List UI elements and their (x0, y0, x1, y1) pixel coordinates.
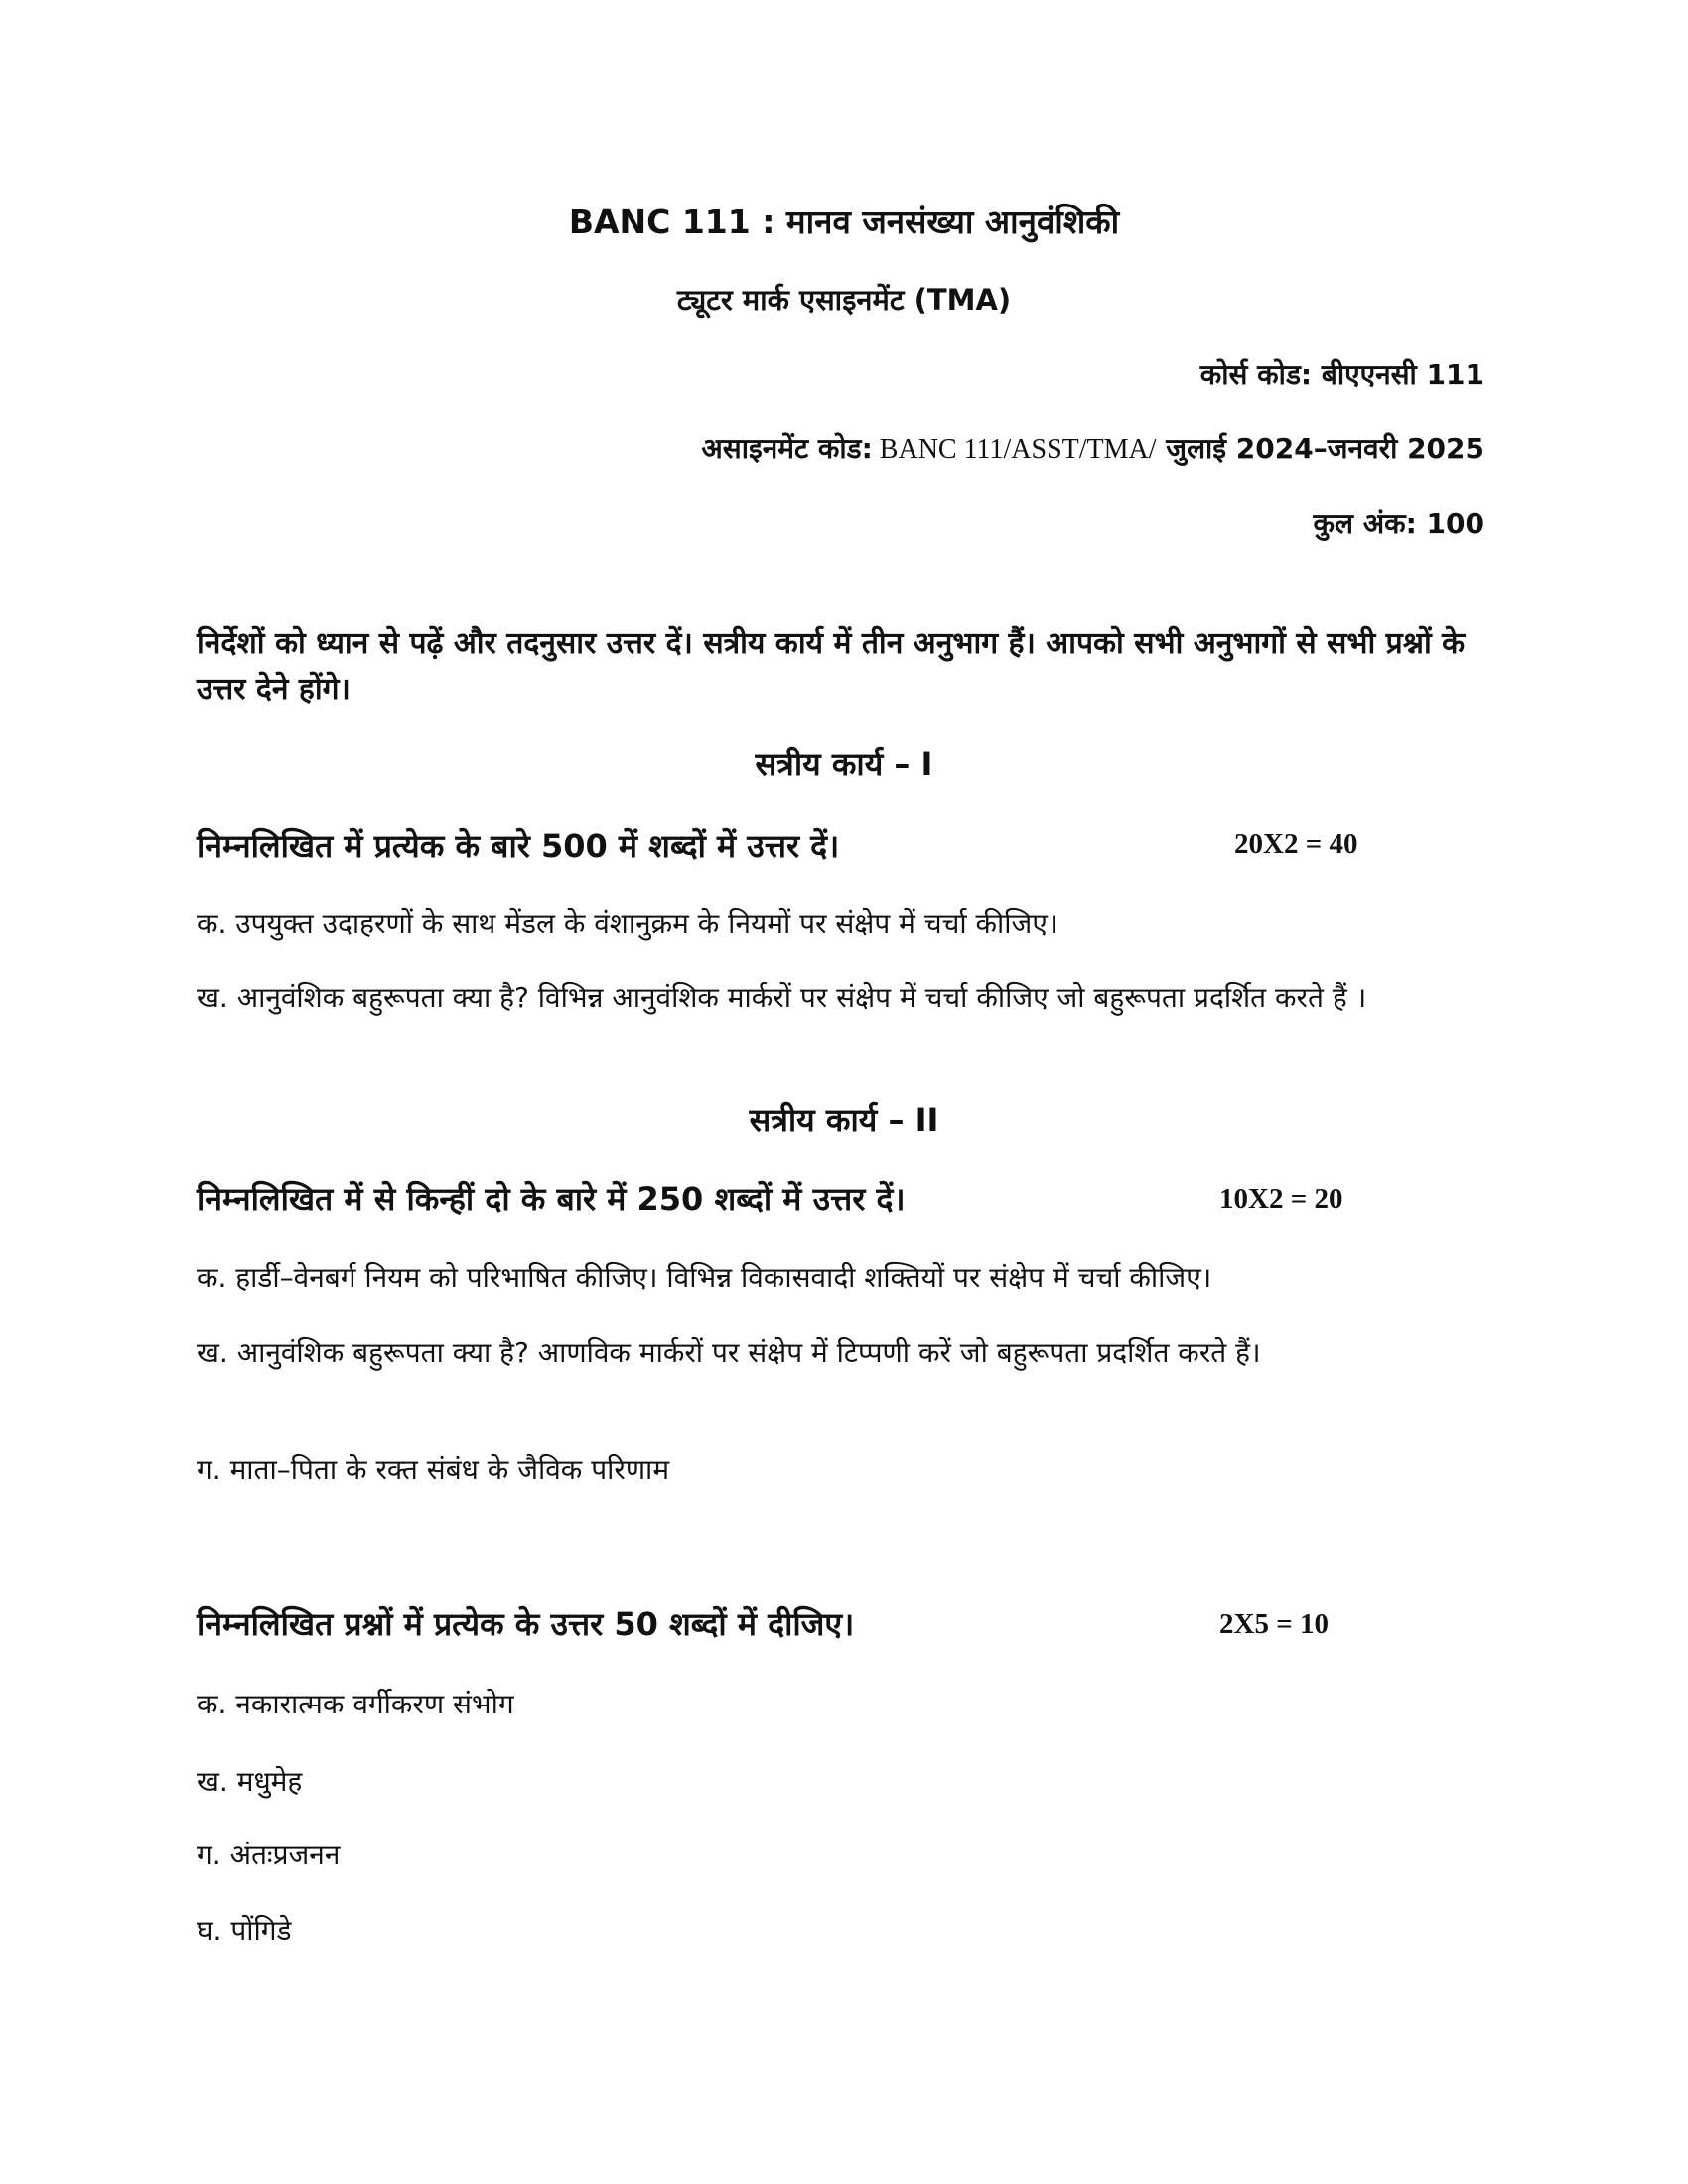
assignment-code-value: BANC 111/ASST/TMA/ (872, 434, 1157, 465)
section-2-instruction: निम्नलिखित में से किन्हीं दो के बारे में 250 शब्दों में उत्तर दें। (197, 1180, 906, 1218)
section-2-marks: 10X2 = 20 (1219, 1183, 1343, 1215)
section-1-question-a: क. उपयुक्त उदाहरणों के साथ मेंडल के वंशानुक्रम के नियमों पर संक्षेप में चर्चा कीजिए। (197, 907, 1058, 940)
section-3-question-d: घ. पोंगिडे (197, 1914, 292, 1947)
section-3-marks: 2X5 = 10 (1219, 1608, 1329, 1640)
section-3-instruction: निम्नलिखित प्रश्नों में प्रत्येक के उत्तर 50 शब्दों में दीजिए। (197, 1605, 855, 1643)
assignment-period: जुलाई 2024–जनवरी 2025 (1156, 432, 1484, 465)
assignment-code (701, 429, 1484, 467)
assignment-code-label: असाइनमेंट कोड: (701, 432, 873, 465)
section-3-question-b: ख. मधुमेह (197, 1765, 303, 1798)
section-2-question-a: क. हार्डी–वेनबर्ग नियम को परिभाषित कीजिए। विभिन्न विकासवादी शक्तियों पर संक्षेप में चर्चा कीजिए। (197, 1261, 1212, 1294)
section-3-question-c: ग. अंतःप्रजनन (197, 1839, 341, 1871)
instructions: निर्देशों को ध्यान से पढ़ें और तदनुसार उत्तर दें। सत्रीय कार्य में तीन अनुभाग हैं। आपको सभी अनुभागों से सभी प्रश्नों के उत्तर देने होंगे। (197, 626, 1466, 707)
section-1-question-b: ख. आनुवंशिक बहुरूपता क्या है? विभिन्न आनुवंशिक मार्करों पर संक्षेप में चर्चा कीजिए जो बहुरूपता प्रदर्शित करते हैं । (197, 981, 1367, 1014)
section-1-heading: सत्रीय कार्य – I (755, 746, 933, 783)
section-1-instruction: निम्नलिखित में प्रत्येक के बारे 500 में शब्दों में उत्तर दें। (197, 827, 840, 865)
document-title: BANC 111 : मानव जनसंख्या आनुवंशिकी (568, 203, 1120, 241)
section-3-question-a: क. नकारात्मक वर्गीकरण संभोग (197, 1688, 514, 1720)
document-subtitle: ट्यूटर मार्क एसाइनमेंट (TMA) (676, 283, 1012, 317)
course-code: कोर्स कोड: बीएएनसी 111 (1199, 358, 1484, 391)
section-2-heading: सत्रीय कार्य – II (749, 1101, 939, 1139)
section-1-marks: 20X2 = 40 (1234, 828, 1358, 860)
total-marks: कुल अंक: 100 (1313, 507, 1484, 540)
section-2-question-c: ग. माता–पिता के रक्त संबंध के जैविक परिणाम (197, 1453, 670, 1486)
section-2-question-b: ख. आनुवंशिक बहुरूपता क्या है? आणविक मार्करों पर संक्षेप में टिप्पणी करें जो बहुरूपता प्रदर्शित करते हैं। (197, 1336, 1261, 1369)
